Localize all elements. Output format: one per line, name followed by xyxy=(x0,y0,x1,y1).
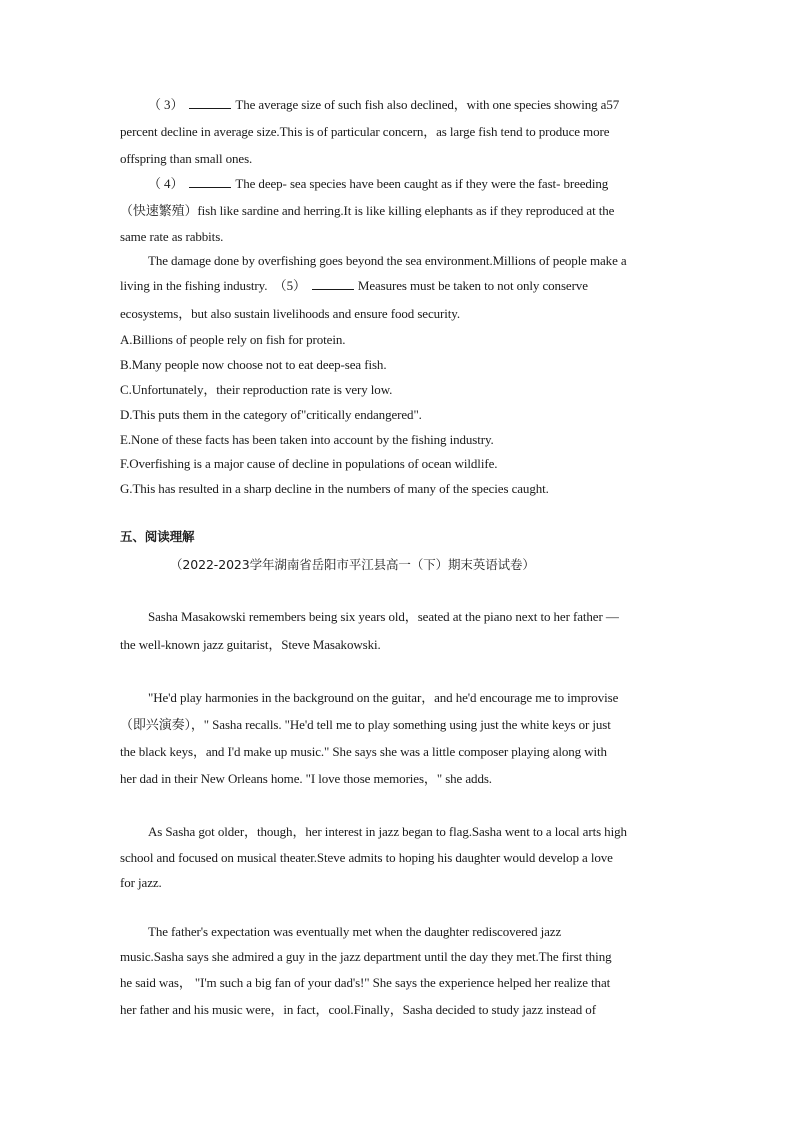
question-5-blank[interactable] xyxy=(312,277,354,290)
question-3-line-2: percent decline in average size.This is of particular concern，as large fish tend to produce more xyxy=(120,124,610,139)
option-c: C.Unfortunately，their reproduction rate is very low. xyxy=(120,382,393,397)
paragraph-text-cont: Measures must be taken to not only conserve xyxy=(357,278,588,293)
passage-p2-line-2: （即兴演奏），" Sasha recalls. "He'd tell me to play something using just the white keys or just xyxy=(120,717,611,732)
passage-p3-line-3: for jazz. xyxy=(120,875,162,890)
option-f: F.Overfishing is a major cause of decline in populations of ocean wildlife. xyxy=(120,456,498,471)
question-4-line-2: （快速繁殖）fish like sardine and herring.It is like killing elephants as if they reproduced at the xyxy=(120,203,615,218)
paragraph-line-2 xyxy=(120,277,680,295)
question-3-number: （ 3） xyxy=(148,97,184,112)
passage-p1-line-2: the well-known jazz guitarist，Steve Masakowski. xyxy=(120,637,381,652)
question-4-blank[interactable] xyxy=(189,175,231,188)
question-4-line-3: same rate as rabbits. xyxy=(120,229,224,244)
option-b: B.Many people now choose not to eat deep-sea fish. xyxy=(120,357,387,372)
passage-p4-line-2: music.Sasha says she admired a guy in the jazz department until the day they met.The first thing xyxy=(120,949,612,964)
option-a: A.Billions of people rely on fish for protein. xyxy=(120,332,346,347)
paragraph-line-3: ecosystems，but also sustain livelihoods and ensure food security. xyxy=(120,306,460,321)
question-3-line-3: offspring than small ones. xyxy=(120,151,253,166)
question-4-text: The deep- sea species have been caught as if they were the fast- breeding xyxy=(235,176,609,191)
question-4-number: （ 4） xyxy=(148,176,184,191)
option-e: E.None of these facts has been taken into account by the fishing industry. xyxy=(120,432,494,447)
passage-p4-line-3: he said was， "I'm such a big fan of your dad's!" She says the experience helped her realize that xyxy=(120,975,611,990)
passage-p4-line-4: her father and his music were，in fact，cool.Finally，Sasha decided to study jazz instead of xyxy=(120,1002,596,1017)
question-3-blank[interactable] xyxy=(189,96,231,109)
option-g: G.This has resulted in a sharp decline in the numbers of many of the species caught. xyxy=(120,481,549,496)
paragraph-line-1: The damage done by overfishing goes beyond the sea environment.Millions of people make a xyxy=(148,253,627,268)
passage-p3-line-1: As Sasha got older，though，her interest in jazz began to flag.Sasha went to a local arts high xyxy=(148,824,627,839)
question-3-line-1 xyxy=(148,96,678,114)
passage-p2-line-1: "He'd play harmonies in the background on the guitar，and he'd encourage me to improvise xyxy=(148,690,619,705)
paragraph-text: living in the fishing industry. xyxy=(120,278,268,293)
passage-p4-line-1: The father's expectation was eventually met when the daughter rediscovered jazz xyxy=(148,924,562,939)
question-3-text: The average size of such fish also declined，with one species showing a57 xyxy=(235,97,620,112)
passage-p3-line-2: school and focused on musical theater.Steve admits to hoping his daughter would develop a love xyxy=(120,850,613,865)
passage-p2-line-3: the black keys，and I'd make up music." She says she was a little composer playing along with xyxy=(120,744,607,759)
question-4-line-1 xyxy=(148,175,678,193)
section-heading: 五、阅读理解 xyxy=(120,529,195,544)
passage-source: （2022-2023学年湖南省岳阳市平江县高一（下）期末英语试卷） xyxy=(170,557,535,572)
option-d: D.This puts them in the category of"critically endangered". xyxy=(120,407,422,422)
passage-p1-line-1: Sasha Masakowski remembers being six years old，seated at the piano next to her father — xyxy=(148,609,619,624)
question-5-number: （5） xyxy=(273,278,306,293)
passage-p2-line-4: her dad in their New Orleans home. "I love those memories，" she adds. xyxy=(120,771,492,786)
